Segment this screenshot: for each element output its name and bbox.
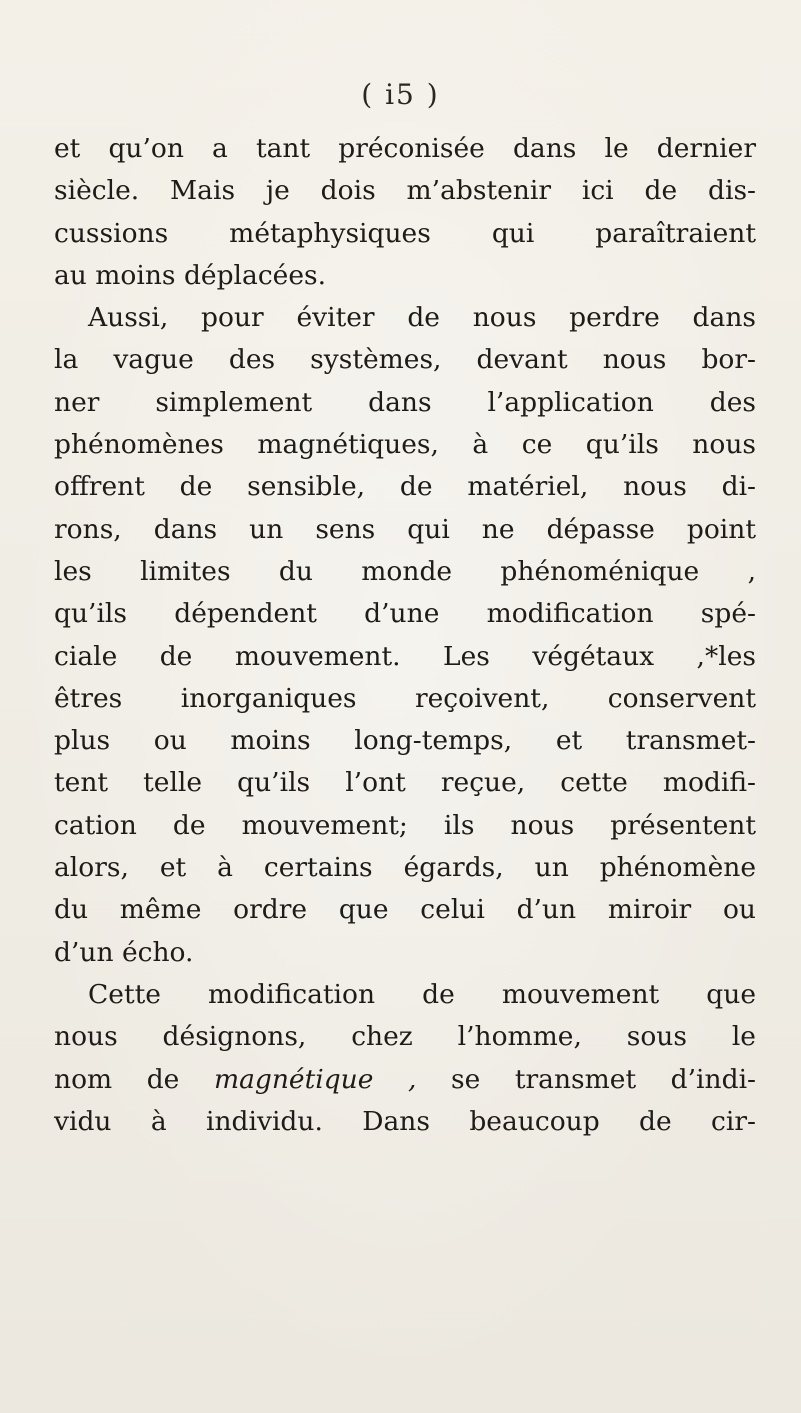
body-text [54,128,756,1143]
paragraph-start-line: Aussi, pour éviter de nous perdre dans [88,302,756,334]
text-line: la vague des systèmes, devant nous bor- [54,344,756,376]
page-number: ( i5 ) [361,78,440,111]
text-line: cussions métaphysiques qui paraîtraient [54,217,756,249]
text-line: au moins déplacées. [54,259,327,291]
text-line: nous désignons, chez l’homme, sous le [54,1021,756,1053]
text-segment: nom de [54,1063,180,1095]
text-line: ner simplement dans l’application des [54,386,756,418]
text-line: tent telle qu’ils l’ont reçue, cette modifi- [54,767,756,799]
text-line: êtres inorganiques reçoivent, conservent [54,682,756,714]
text-line: qu’ils dépendent d’une modification spé- [54,598,756,630]
text-line: et qu’on a tant préconisée dans le dernier [54,133,756,164]
text-line: les limites du monde phénoménique , [54,555,756,587]
text-line: ciale de mouvement. Les végétaux ,*les [54,640,756,672]
text-segment: se transmet d’indi- [451,1063,756,1095]
text-line: d’un écho. [54,936,194,968]
text-line: offrent de sensible, de matériel, nous di- [54,471,756,503]
text-line: cation de mouvement; ils nous présentent [54,809,756,841]
text-line: du même ordre que celui d’un miroir ou [54,894,756,926]
text-line: vidu à individu. Dans beaucoup de cir- [54,1105,756,1137]
text-line: alors, et à certains égards, un phénomène [54,852,756,884]
italic-term: magnétique , [213,1063,417,1095]
paragraph-start-line: Cette modification de mouvement que [88,978,756,1010]
text-line: rons, dans un sens qui ne dépasse point [54,513,756,545]
text-line-with-italic [54,1059,756,1101]
text-line: plus ou moins long-temps, et transmet- [54,725,756,757]
text-line: phénomènes magnétiques, à ce qu’ils nous [54,429,756,461]
text-line: siècle. Mais je dois m’abstenir ici de dis- [54,175,756,207]
